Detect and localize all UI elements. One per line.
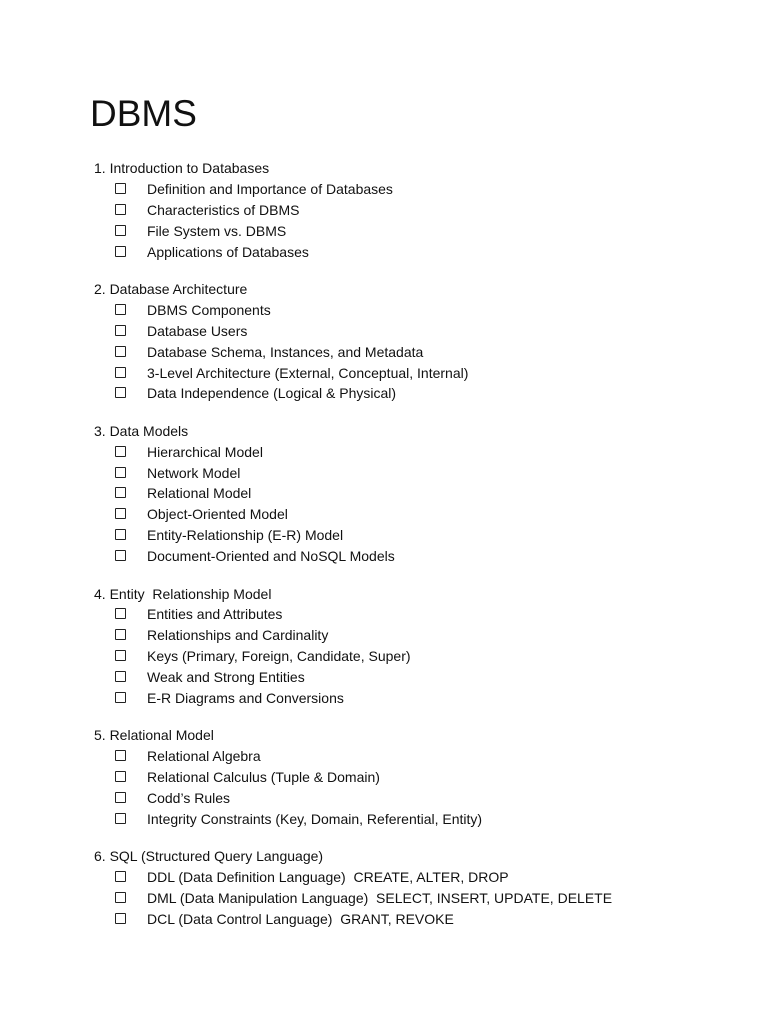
checklist-item-label: Data Independence (Logical & Physical) (147, 385, 397, 402)
checkbox[interactable] (115, 871, 126, 882)
checkbox[interactable] (115, 467, 126, 478)
checklist-item-label: Relational Calculus (Tuple & Domain) (147, 769, 380, 786)
checklist-item-label: Codd’s Rules (147, 790, 231, 807)
checklist-section (94, 846, 734, 930)
checklist-item (94, 463, 734, 484)
checklist-item-label: Integrity Constraints (Key, Domain, Referential, Entity) (147, 810, 483, 827)
checklist-item-label: Network Model (147, 464, 241, 481)
checklist-section (94, 421, 734, 567)
checkbox[interactable] (115, 629, 126, 640)
checkbox[interactable] (115, 387, 126, 398)
checklist-item-label: File System vs. DBMS (147, 222, 287, 239)
checkbox[interactable] (115, 671, 126, 682)
checklist-item-label: Relationships and Cardinality (147, 627, 329, 644)
section-heading: 5. Relational Model (94, 727, 214, 744)
checklist-item-label: Characteristics of DBMS (147, 201, 300, 218)
checklist-item (94, 300, 734, 321)
checkbox[interactable] (115, 692, 126, 703)
checklist-item (94, 625, 734, 646)
checklist-item (94, 867, 734, 888)
checkbox[interactable] (115, 813, 126, 824)
checklist-item (94, 646, 734, 667)
checklist-item-label: DDL (Data Definition Language) CREATE, ALTER, DROP (147, 869, 509, 886)
checklist-item (94, 200, 734, 221)
checklist-item (94, 788, 734, 809)
checklist-sections (94, 158, 734, 946)
checkbox[interactable] (115, 529, 126, 540)
checklist-item (94, 604, 734, 625)
checklist-item-label: Document-Oriented and NoSQL Models (147, 548, 395, 565)
section-heading: 3. Data Models (94, 422, 189, 439)
checkbox[interactable] (115, 225, 126, 236)
checklist-item-label: Definition and Importance of Databases (147, 180, 393, 197)
checkbox[interactable] (115, 750, 126, 761)
checkbox[interactable] (115, 487, 126, 498)
checkbox[interactable] (115, 913, 126, 924)
checklist-item-label: DML (Data Manipulation Language) SELECT, INSERT, UPDATE, DELETE (147, 890, 613, 907)
checklist-item-label: Relational Algebra (147, 748, 261, 765)
checklist-item-label: Database Users (147, 322, 248, 339)
checkbox[interactable] (115, 650, 126, 661)
checklist-item (94, 767, 734, 788)
checklist-item-label: Database Schema, Instances, and Metadata (147, 343, 424, 360)
checkbox[interactable] (115, 304, 126, 315)
checkbox[interactable] (115, 792, 126, 803)
checklist-item (94, 809, 734, 830)
checklist-item (94, 483, 734, 504)
checklist-item (94, 442, 734, 463)
checklist-item-label: Applications of Databases (147, 243, 309, 260)
checklist-item (94, 221, 734, 242)
checklist-item (94, 546, 734, 567)
checklist-item-label: Hierarchical Model (147, 443, 263, 460)
checkbox[interactable] (115, 367, 126, 378)
checkbox[interactable] (115, 246, 126, 257)
checkbox[interactable] (115, 508, 126, 519)
checkbox[interactable] (115, 892, 126, 903)
checklist-item-label: DCL (Data Control Language) GRANT, REVOKE (147, 911, 454, 927)
checklist-item (94, 342, 734, 363)
checklist-item (94, 179, 734, 200)
checklist-item-label: DBMS Components (147, 301, 271, 318)
checklist-item-label: Relational Model (147, 485, 252, 502)
checklist-item (94, 363, 734, 384)
checklist-item (94, 321, 734, 342)
checklist-item-label: E-R Diagrams and Conversions (147, 689, 344, 706)
section-heading: 4. Entity Relationship Model (94, 585, 272, 602)
checklist-item (94, 688, 734, 709)
section-heading: 1. Introduction to Databases (94, 160, 270, 176)
checklist-item (94, 504, 734, 525)
section-heading: 2. Database Architecture (94, 280, 248, 297)
checkbox[interactable] (115, 446, 126, 457)
checklist-item (94, 525, 734, 546)
document-title: DBMS (90, 93, 197, 134)
checklist-item (94, 746, 734, 767)
checklist-section (94, 158, 734, 262)
checklist-item (94, 667, 734, 688)
checklist-item (94, 242, 734, 263)
checkbox[interactable] (115, 771, 126, 782)
checklist-item-label: Entity-Relationship (E-R) Model (147, 527, 344, 544)
checklist-item-label: Weak and Strong Entities (147, 669, 305, 686)
checklist-item-label: Entities and Attributes (147, 606, 283, 623)
checkbox[interactable] (115, 608, 126, 619)
checklist-item-label: Object-Oriented Model (147, 506, 288, 523)
checklist-item (94, 909, 734, 930)
checklist-section (94, 584, 734, 709)
checklist-section (94, 279, 734, 404)
checklist-item-label: 3-Level Architecture (External, Conceptual, Internal) (147, 364, 469, 381)
checklist-item (94, 383, 734, 404)
checkbox[interactable] (115, 183, 126, 194)
checkbox[interactable] (115, 346, 126, 357)
section-heading: 6. SQL (Structured Query Language) (94, 848, 324, 865)
checklist-section (94, 725, 734, 829)
checklist-item (94, 888, 734, 909)
checkbox[interactable] (115, 325, 126, 336)
checklist-item-label: Keys (Primary, Foreign, Candidate, Super) (147, 648, 411, 665)
checkbox[interactable] (115, 204, 126, 215)
checkbox[interactable] (115, 550, 126, 561)
